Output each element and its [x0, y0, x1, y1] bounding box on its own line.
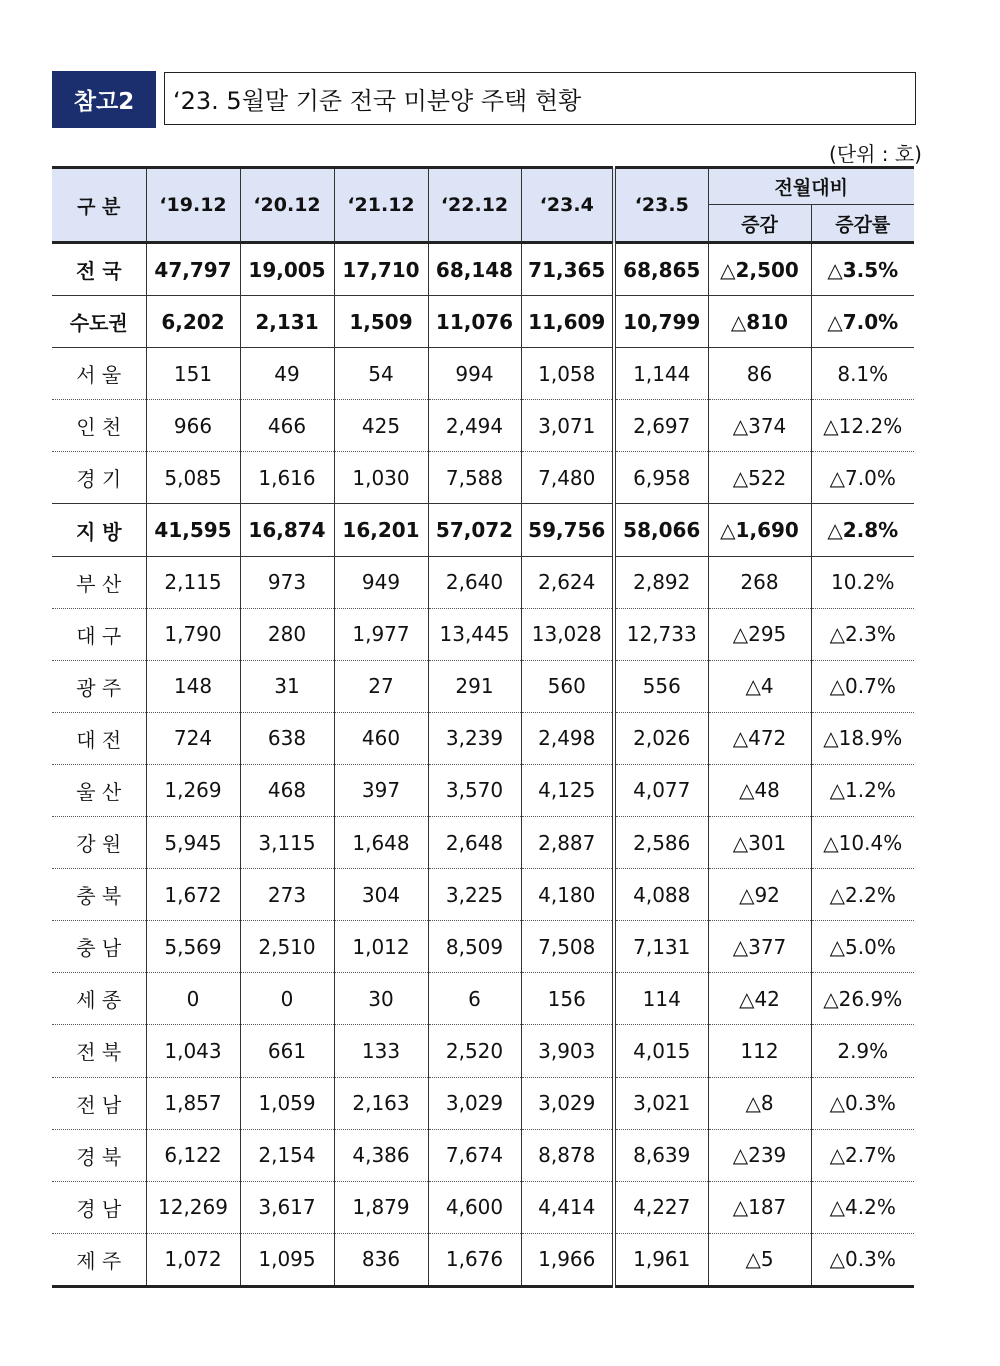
- count-cell: 71,365: [521, 243, 614, 296]
- count-cell: 2,115: [146, 556, 240, 608]
- count-cell: 47,797: [146, 243, 240, 296]
- table-row: [52, 452, 914, 504]
- region-cell: 울 산: [52, 764, 146, 816]
- count-cell: 30: [334, 973, 428, 1025]
- count-cell: 7,131: [614, 921, 708, 973]
- change-cell: △810: [708, 296, 811, 348]
- count-cell: 2,697: [614, 400, 708, 452]
- count-cell: 2,131: [240, 296, 334, 348]
- change-rate-cell: △4.2%: [811, 1181, 914, 1233]
- count-cell: 1,879: [334, 1181, 428, 1233]
- region-cell: 세 종: [52, 973, 146, 1025]
- count-cell: 7,508: [521, 921, 614, 973]
- change-rate-cell: △26.9%: [811, 973, 914, 1025]
- table-row: [52, 400, 914, 452]
- region-cell: 인 천: [52, 400, 146, 452]
- count-cell: 8,639: [614, 1129, 708, 1181]
- change-cell: △92: [708, 869, 811, 921]
- count-cell: 31: [240, 660, 334, 712]
- count-cell: 1,269: [146, 764, 240, 816]
- change-rate-cell: △1.2%: [811, 764, 914, 816]
- count-cell: 11,076: [428, 296, 521, 348]
- count-cell: 3,570: [428, 764, 521, 816]
- count-cell: 3,029: [521, 1077, 614, 1129]
- change-cell: △4: [708, 660, 811, 712]
- change-rate-cell: △12.2%: [811, 400, 914, 452]
- count-cell: 2,510: [240, 921, 334, 973]
- header-period: ‘21.12: [334, 168, 428, 243]
- count-cell: 7,480: [521, 452, 614, 504]
- count-cell: 2,154: [240, 1129, 334, 1181]
- header-period: ‘19.12: [146, 168, 240, 243]
- count-cell: 2,163: [334, 1077, 428, 1129]
- count-cell: 724: [146, 712, 240, 764]
- change-rate-cell: 8.1%: [811, 348, 914, 400]
- count-cell: 58,066: [614, 504, 708, 556]
- count-cell: 4,227: [614, 1181, 708, 1233]
- change-cell: △1,690: [708, 504, 811, 556]
- table-row: [52, 1077, 914, 1129]
- count-cell: 16,874: [240, 504, 334, 556]
- table-row: [52, 348, 914, 400]
- change-cell: △522: [708, 452, 811, 504]
- unsold-housing-table: [52, 166, 914, 1288]
- change-rate-cell: 2.9%: [811, 1025, 914, 1077]
- count-cell: 5,569: [146, 921, 240, 973]
- count-cell: 10,799: [614, 296, 708, 348]
- count-cell: 11,609: [521, 296, 614, 348]
- count-cell: 5,945: [146, 817, 240, 869]
- change-rate-cell: △2.2%: [811, 869, 914, 921]
- count-cell: 1,058: [521, 348, 614, 400]
- count-cell: 460: [334, 712, 428, 764]
- count-cell: 3,617: [240, 1181, 334, 1233]
- table-row: [52, 556, 914, 608]
- count-cell: 13,445: [428, 608, 521, 660]
- change-rate-cell: △7.0%: [811, 296, 914, 348]
- count-cell: 57,072: [428, 504, 521, 556]
- count-cell: 49: [240, 348, 334, 400]
- count-cell: 68,865: [614, 243, 708, 296]
- region-cell: 전 남: [52, 1077, 146, 1129]
- count-cell: 8,878: [521, 1129, 614, 1181]
- count-cell: 2,892: [614, 556, 708, 608]
- count-cell: 466: [240, 400, 334, 452]
- table-row: [52, 296, 914, 348]
- table-row: [52, 712, 914, 764]
- count-cell: 12,269: [146, 1181, 240, 1233]
- table-row: [52, 921, 914, 973]
- count-cell: 1,676: [428, 1233, 521, 1286]
- region-cell: 부 산: [52, 556, 146, 608]
- count-cell: 2,586: [614, 817, 708, 869]
- table-row: [52, 869, 914, 921]
- count-cell: 2,648: [428, 817, 521, 869]
- header-region: 구 분: [52, 168, 146, 243]
- count-cell: 397: [334, 764, 428, 816]
- count-cell: 3,239: [428, 712, 521, 764]
- count-cell: 304: [334, 869, 428, 921]
- header-period: ‘23.4: [521, 168, 614, 243]
- change-rate-cell: △3.5%: [811, 243, 914, 296]
- count-cell: 1,966: [521, 1233, 614, 1286]
- count-cell: 4,088: [614, 869, 708, 921]
- change-rate-cell: △7.0%: [811, 452, 914, 504]
- count-cell: 2,887: [521, 817, 614, 869]
- count-cell: 16,201: [334, 504, 428, 556]
- region-cell: 강 원: [52, 817, 146, 869]
- change-rate-cell: △2.7%: [811, 1129, 914, 1181]
- count-cell: 1,616: [240, 452, 334, 504]
- count-cell: 7,674: [428, 1129, 521, 1181]
- change-cell: △48: [708, 764, 811, 816]
- count-cell: 273: [240, 869, 334, 921]
- count-cell: 1,072: [146, 1233, 240, 1286]
- table-row: [52, 973, 914, 1025]
- count-cell: 17,710: [334, 243, 428, 296]
- change-cell: 112: [708, 1025, 811, 1077]
- change-cell: 268: [708, 556, 811, 608]
- count-cell: 4,386: [334, 1129, 428, 1181]
- count-cell: 1,012: [334, 921, 428, 973]
- region-cell: 경 북: [52, 1129, 146, 1181]
- count-cell: 836: [334, 1233, 428, 1286]
- count-cell: 2,624: [521, 556, 614, 608]
- count-cell: 133: [334, 1025, 428, 1077]
- header-compare-group: 전월대비: [708, 168, 914, 205]
- table-header: [52, 168, 914, 243]
- region-cell: 전 북: [52, 1025, 146, 1077]
- count-cell: 2,640: [428, 556, 521, 608]
- count-cell: 291: [428, 660, 521, 712]
- region-cell: 전 국: [52, 243, 146, 296]
- region-cell: 지 방: [52, 504, 146, 556]
- count-cell: 114: [614, 973, 708, 1025]
- count-cell: 1,144: [614, 348, 708, 400]
- count-cell: 2,520: [428, 1025, 521, 1077]
- change-cell: △187: [708, 1181, 811, 1233]
- count-cell: 41,595: [146, 504, 240, 556]
- count-cell: 638: [240, 712, 334, 764]
- table-row: [52, 504, 914, 556]
- count-cell: 6,122: [146, 1129, 240, 1181]
- header-change-rate: 증감률: [811, 205, 914, 243]
- count-cell: 2,494: [428, 400, 521, 452]
- table-row: [52, 1025, 914, 1077]
- count-cell: 3,029: [428, 1077, 521, 1129]
- count-cell: 994: [428, 348, 521, 400]
- count-cell: 556: [614, 660, 708, 712]
- count-cell: 1,043: [146, 1025, 240, 1077]
- count-cell: 1,790: [146, 608, 240, 660]
- count-cell: 4,125: [521, 764, 614, 816]
- region-cell: 대 구: [52, 608, 146, 660]
- count-cell: 59,756: [521, 504, 614, 556]
- change-cell: △374: [708, 400, 811, 452]
- region-cell: 광 주: [52, 660, 146, 712]
- count-cell: 1,648: [334, 817, 428, 869]
- count-cell: 6,202: [146, 296, 240, 348]
- reference-tag: 참고2: [52, 71, 156, 128]
- table-row: [52, 660, 914, 712]
- count-cell: 54: [334, 348, 428, 400]
- count-cell: 8,509: [428, 921, 521, 973]
- count-cell: 12,733: [614, 608, 708, 660]
- table-row: [52, 817, 914, 869]
- header-period: ‘20.12: [240, 168, 334, 243]
- count-cell: 3,115: [240, 817, 334, 869]
- count-cell: 661: [240, 1025, 334, 1077]
- count-cell: 3,021: [614, 1077, 708, 1129]
- count-cell: 19,005: [240, 243, 334, 296]
- header-change: 증감: [708, 205, 811, 243]
- count-cell: 280: [240, 608, 334, 660]
- count-cell: 973: [240, 556, 334, 608]
- count-cell: 0: [146, 973, 240, 1025]
- count-cell: 7,588: [428, 452, 521, 504]
- count-cell: 3,225: [428, 869, 521, 921]
- region-cell: 수도권: [52, 296, 146, 348]
- change-rate-cell: △10.4%: [811, 817, 914, 869]
- header-period: ‘23.5: [614, 168, 708, 243]
- count-cell: 4,600: [428, 1181, 521, 1233]
- region-cell: 경 남: [52, 1181, 146, 1233]
- count-cell: 2,498: [521, 712, 614, 764]
- region-cell: 충 북: [52, 869, 146, 921]
- count-cell: 1,509: [334, 296, 428, 348]
- count-cell: 4,414: [521, 1181, 614, 1233]
- change-cell: △5: [708, 1233, 811, 1286]
- count-cell: 148: [146, 660, 240, 712]
- header-row: [52, 71, 918, 128]
- count-cell: 1,095: [240, 1233, 334, 1286]
- count-cell: 5,085: [146, 452, 240, 504]
- count-cell: 3,071: [521, 400, 614, 452]
- change-cell: △295: [708, 608, 811, 660]
- count-cell: 151: [146, 348, 240, 400]
- count-cell: 425: [334, 400, 428, 452]
- table-row: [52, 1181, 914, 1233]
- change-cell: △472: [708, 712, 811, 764]
- count-cell: 4,015: [614, 1025, 708, 1077]
- count-cell: 1,030: [334, 452, 428, 504]
- table-row: [52, 608, 914, 660]
- count-cell: 1,857: [146, 1077, 240, 1129]
- change-cell: △301: [708, 817, 811, 869]
- count-cell: 3,903: [521, 1025, 614, 1077]
- count-cell: 468: [240, 764, 334, 816]
- table-row: [52, 764, 914, 816]
- change-rate-cell: △18.9%: [811, 712, 914, 764]
- change-cell: 86: [708, 348, 811, 400]
- change-rate-cell: △2.8%: [811, 504, 914, 556]
- change-cell: △42: [708, 973, 811, 1025]
- count-cell: 156: [521, 973, 614, 1025]
- table-row: [52, 1233, 914, 1286]
- count-cell: 949: [334, 556, 428, 608]
- count-cell: 1,059: [240, 1077, 334, 1129]
- table-row: [52, 1129, 914, 1181]
- count-cell: 4,077: [614, 764, 708, 816]
- region-cell: 대 전: [52, 712, 146, 764]
- change-rate-cell: △2.3%: [811, 608, 914, 660]
- count-cell: 68,148: [428, 243, 521, 296]
- header-period: ‘22.12: [428, 168, 521, 243]
- region-cell: 경 기: [52, 452, 146, 504]
- change-rate-cell: △0.7%: [811, 660, 914, 712]
- count-cell: 1,672: [146, 869, 240, 921]
- region-cell: 제 주: [52, 1233, 146, 1286]
- unit-note: (단위 : 호): [828, 142, 922, 166]
- document-title: ‘23. 5월말 기준 전국 미분양 주택 현황: [164, 72, 916, 125]
- count-cell: 13,028: [521, 608, 614, 660]
- count-cell: 4,180: [521, 869, 614, 921]
- change-rate-cell: △5.0%: [811, 921, 914, 973]
- count-cell: 27: [334, 660, 428, 712]
- table-body: [52, 243, 914, 1287]
- count-cell: 1,961: [614, 1233, 708, 1286]
- count-cell: 6,958: [614, 452, 708, 504]
- count-cell: 6: [428, 973, 521, 1025]
- change-cell: △8: [708, 1077, 811, 1129]
- change-cell: △2,500: [708, 243, 811, 296]
- region-cell: 충 남: [52, 921, 146, 973]
- region-cell: 서 울: [52, 348, 146, 400]
- count-cell: 2,026: [614, 712, 708, 764]
- change-rate-cell: △0.3%: [811, 1233, 914, 1286]
- change-rate-cell: 10.2%: [811, 556, 914, 608]
- count-cell: 560: [521, 660, 614, 712]
- change-cell: △239: [708, 1129, 811, 1181]
- table-row: [52, 243, 914, 296]
- change-cell: △377: [708, 921, 811, 973]
- count-cell: 966: [146, 400, 240, 452]
- change-rate-cell: △0.3%: [811, 1077, 914, 1129]
- count-cell: 0: [240, 973, 334, 1025]
- count-cell: 1,977: [334, 608, 428, 660]
